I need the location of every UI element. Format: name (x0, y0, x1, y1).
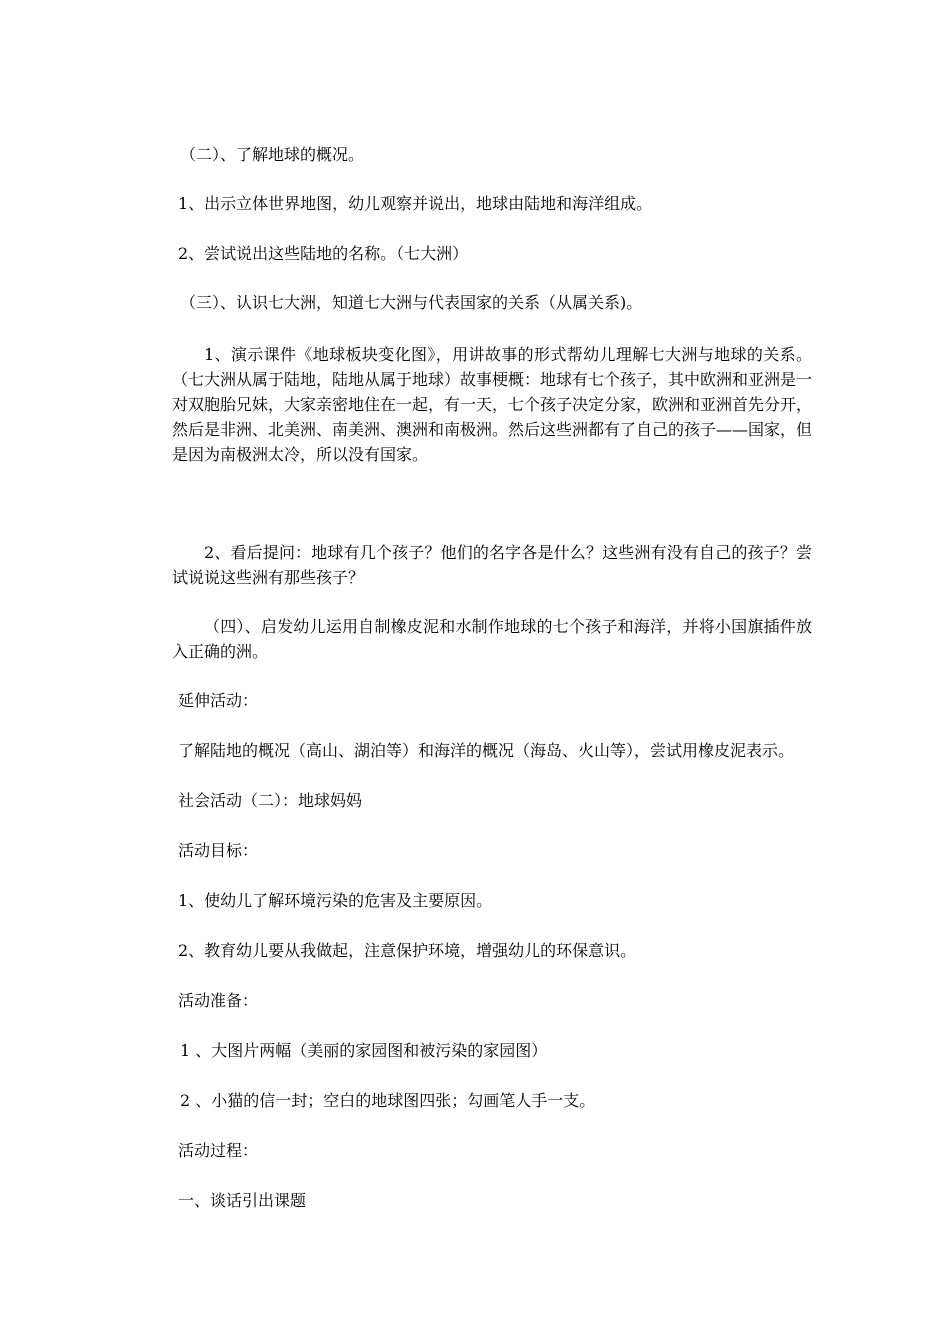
process-heading: 活动过程： (178, 1141, 259, 1160)
extension-heading: 延伸活动： (178, 691, 259, 710)
activity-title: 社会活动（二）：地球妈妈 (178, 791, 363, 810)
paragraph: 1、出示立体世界地图，幼儿观察并说出，地球由陆地和海洋组成。 (178, 194, 653, 213)
goals-heading: 活动目标： (178, 841, 259, 860)
section-heading-2: （二）、了解地球的概况。 (180, 145, 365, 164)
paragraph-story: 1、演示课件《地球板块变化图》，用讲故事的形式帮幼儿理解七大洲与地球的关系。（七大洲从属于陆地，陆地从属于地球）故事梗概：地球有七个孩子，其中欧洲和亚洲是一对双胞胎兄妹，大家亲密地住在一起，有一天，七个孩子决定分家，欧洲和亚洲首先分开，然后是非洲、北美洲、南美洲、澳洲和南极洲。然后这些洲都有了自己的孩子——国家，但是因为南极洲太冷，所以没有国家。 (172, 345, 813, 464)
preparation-item: 1 、大图片两幅（美丽的家园图和被污染的家园图） (180, 1041, 548, 1060)
paragraph-questions: 2、看后提问：地球有几个孩子？他们的名字各是什么？这些洲有没有自己的孩子？尝试说说这些洲有那些孩子？ (172, 543, 812, 587)
goal-item: 1、使幼儿了解环境污染的危害及主要原因。 (178, 891, 493, 910)
process-step: 一、谈话引出课题 (178, 1191, 307, 1210)
paragraph: 了解陆地的概况（高山、湖泊等）和海洋的概况（海岛、火山等），尝试用橡皮泥表示。 (178, 741, 795, 760)
goal-item: 2、教育幼儿要从我做起，注意保护环境，增强幼儿的环保意识。 (178, 941, 637, 960)
preparation-heading: 活动准备： (178, 991, 259, 1010)
paragraph: 2、尝试说出这些陆地的名称。（七大洲） (178, 244, 469, 263)
section-heading-4: （四）、启发幼儿运用自制橡皮泥和水制作地球的七个孩子和海洋，并将小国旗插件放入正确的洲。 (172, 617, 812, 661)
preparation-item: 2 、小猫的信一封；空白的地球图四张；勾画笔人手一支。 (180, 1091, 596, 1110)
section-heading-3: （三）、认识七大洲，知道七大洲与代表国家的关系（从属关系)。 (180, 293, 643, 312)
